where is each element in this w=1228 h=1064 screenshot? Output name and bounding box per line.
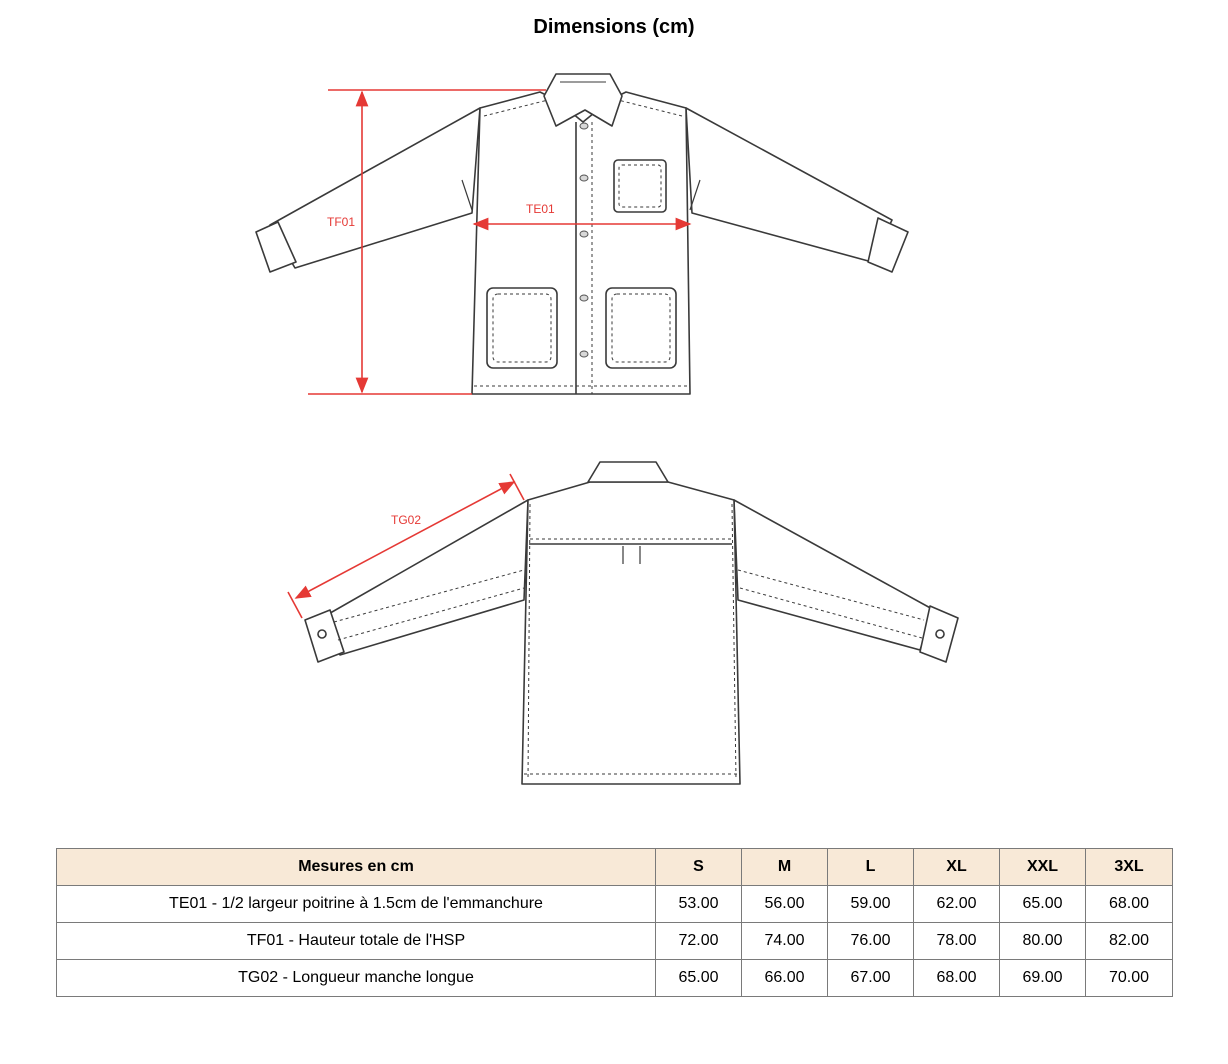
- page-title: Dimensions (cm): [533, 16, 695, 38]
- row-label: TG02 - Longueur manche longue: [57, 960, 656, 997]
- table-cell: 62.00: [914, 886, 1000, 923]
- table-cell: 65.00: [1000, 886, 1086, 923]
- table-cell: 68.00: [1086, 886, 1173, 923]
- front-left-pocket: [487, 288, 557, 368]
- table-cell: 74.00: [742, 923, 828, 960]
- row-label: TE01 - 1/2 largeur poitrine à 1.5cm de l'emmanchure: [57, 886, 656, 923]
- back-body: [522, 482, 740, 784]
- column-header-size: XL: [914, 849, 1000, 886]
- tf01-label: TF01: [327, 215, 356, 229]
- column-header-size: S: [656, 849, 742, 886]
- row-label: TF01 - Hauteur totale de l'HSP: [57, 923, 656, 960]
- front-right-sleeve: [686, 108, 892, 262]
- column-header-size: M: [742, 849, 828, 886]
- table-cell: 80.00: [1000, 923, 1086, 960]
- back-jacket-view: [305, 462, 958, 784]
- table-cell: 82.00: [1086, 923, 1173, 960]
- front-right-pocket: [606, 288, 676, 368]
- table-row: [57, 886, 1173, 923]
- column-header-size: XXL: [1000, 849, 1086, 886]
- back-right-sleeve: [734, 500, 934, 650]
- size-chart-table: [56, 848, 1173, 997]
- table-cell: 76.00: [828, 923, 914, 960]
- table-cell: 65.00: [656, 960, 742, 997]
- table-cell: 56.00: [742, 886, 828, 923]
- table-row: [57, 960, 1173, 997]
- table-cell: 70.00: [1086, 960, 1173, 997]
- column-header-size: 3XL: [1086, 849, 1173, 886]
- table-header-row: [57, 849, 1173, 886]
- table-cell: 72.00: [656, 923, 742, 960]
- front-left-sleeve: [270, 108, 480, 268]
- tg02-label: TG02: [391, 513, 422, 527]
- table-cell: 68.00: [914, 960, 1000, 997]
- table-row: [57, 923, 1173, 960]
- table-cell: 53.00: [656, 886, 742, 923]
- table-cell: 69.00: [1000, 960, 1086, 997]
- table-cell: 59.00: [828, 886, 914, 923]
- column-header-measure: Mesures en cm: [57, 849, 656, 886]
- table-cell: 66.00: [742, 960, 828, 997]
- table-cell: 67.00: [828, 960, 914, 997]
- column-header-size: L: [828, 849, 914, 886]
- back-collar: [588, 462, 668, 482]
- table-cell: 78.00: [914, 923, 1000, 960]
- te01-label: TE01: [526, 202, 555, 216]
- front-chest-pocket: [614, 160, 666, 212]
